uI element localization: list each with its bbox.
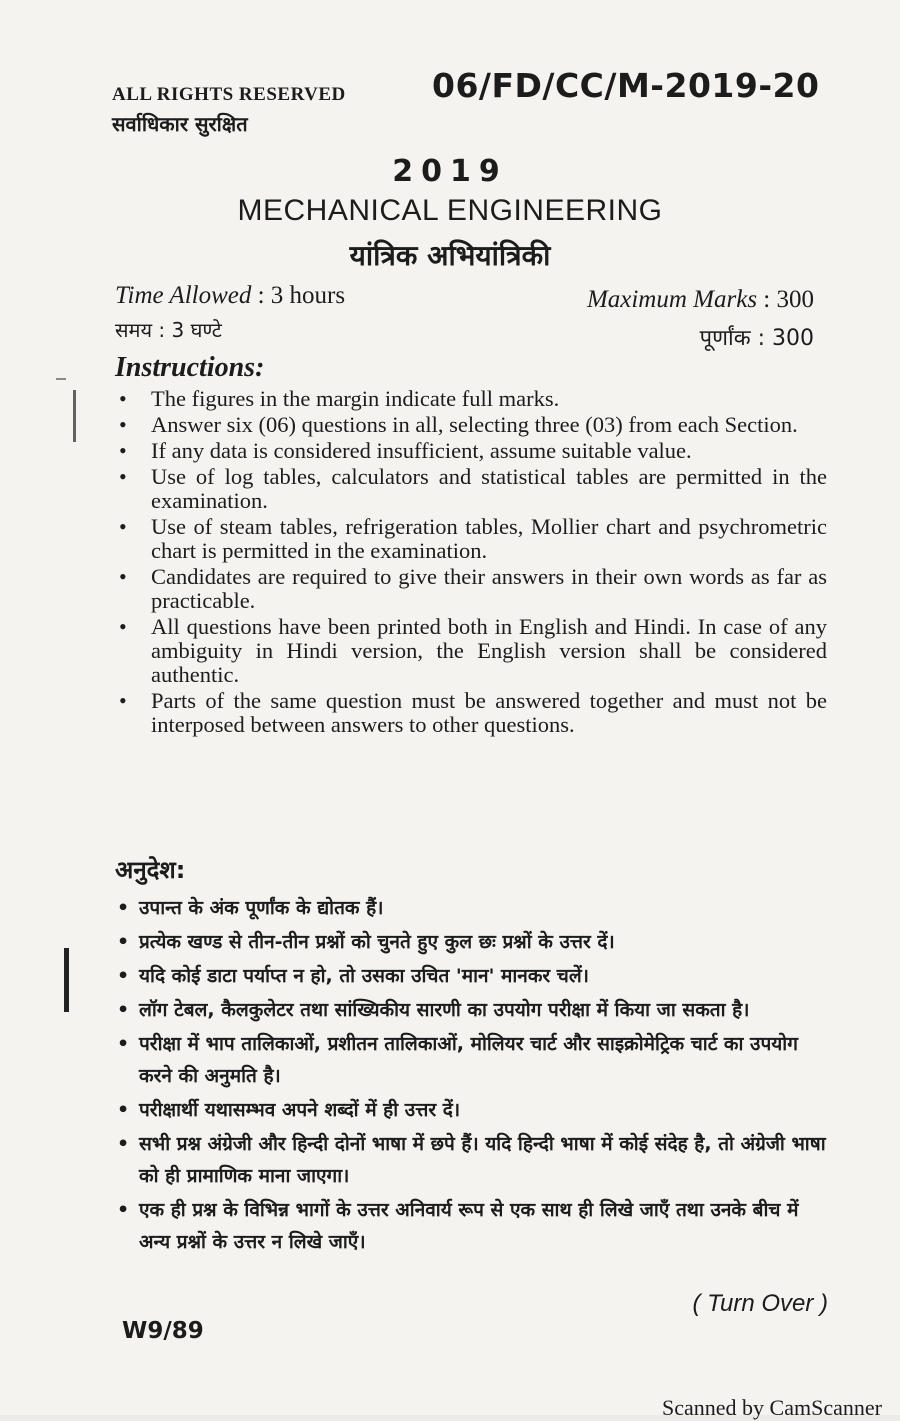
margin-mark xyxy=(64,948,69,1012)
margin-mark xyxy=(56,378,66,380)
hindi-instruction-item: • उपान्त के अंक पूर्णांक के द्योतक हैं। xyxy=(115,892,827,924)
time-allowed xyxy=(115,282,345,310)
maximum-marks-hi: पूर्णांक : 300 xyxy=(699,326,814,351)
instruction-item: • Use of steam tables, refrigeration tables, Mollier chart and psychrometric chart is permitted in the examination. xyxy=(115,515,827,563)
time-allowed-hi: समय : 3 घण्टे xyxy=(115,318,222,342)
maximum-marks xyxy=(587,286,814,314)
rights-reserved-en: ALL RIGHTS RESERVED xyxy=(112,84,346,105)
time-value: : 3 hours xyxy=(257,282,346,309)
instruction-item: • Answer six (06) questions in all, selecting three (03) from each Section. xyxy=(115,413,827,437)
hindi-instruction-item: • एक ही प्रश्न के विभिन्न भागों के उत्तर अनिवार्य रूप से एक साथ ही लिखे जाएँ तथा उनके बीच में अन्य प्रश्नों के उत्तर न लिखे जाएँ। xyxy=(115,1194,827,1258)
subject-title-en: MECHANICAL ENGINEERING xyxy=(237,194,663,227)
hindi-instruction-item: • यदि कोई डाटा पर्याप्त न हो, तो उसका उचित 'मान' मानकर चलें। xyxy=(115,960,827,992)
hindi-instructions-list xyxy=(115,892,827,1260)
instructions-list xyxy=(115,387,827,739)
time-label: Time Allowed xyxy=(115,282,252,309)
hindi-instructions-heading: अनुदेश: xyxy=(115,856,186,884)
page-code: W9/89 xyxy=(122,1318,204,1344)
instruction-item: • The figures in the margin indicate full marks. xyxy=(115,387,827,411)
turn-over-note: ( Turn Over ) xyxy=(692,1290,828,1317)
subject-title-hi: यांत्रिक अभियांत्रिकी xyxy=(349,239,551,272)
marks-label: Maximum Marks xyxy=(586,286,758,313)
scanner-watermark: Scanned by CamScanner xyxy=(662,1395,882,1420)
instruction-item: • Use of log tables, calculators and statistical tables are permitted in the examination. xyxy=(115,465,827,513)
hindi-instruction-item: • परीक्षा में भाप तालिकाओं, प्रशीतन तालिकाओं, मोलियर चार्ट और साइक्रोमेट्रिक चार्ट का उपयोग करने की अनुमति है। xyxy=(115,1028,827,1092)
exam-year: 2019 xyxy=(392,154,508,189)
instruction-item: • All questions have been printed both in English and Hindi. In case of any ambiguity in Hindi version, the English version shall be considered authentic. xyxy=(115,615,827,687)
instruction-item: • Candidates are required to give their answers in their own words as far as practicable. xyxy=(115,565,827,613)
hindi-instruction-item: • सभी प्रश्न अंग्रेजी और हिन्दी दोनों भाषा में छपे हैं। यदि हिन्दी भाषा में कोई संदेह है, तो अंग्रेजी भाषा को ही प्रामाणिक माना जाएगा। xyxy=(115,1128,827,1192)
instructions-heading: Instructions: xyxy=(115,352,265,383)
hindi-instruction-item: • प्रत्येक खण्ड से तीन-तीन प्रश्नों को चुनते हुए कुल छः प्रश्नों के उत्तर दें। xyxy=(115,926,827,958)
margin-mark xyxy=(73,390,76,442)
instruction-item: • Parts of the same question must be answered together and must not be interposed between answers to other questions. xyxy=(115,689,827,737)
instruction-item: • If any data is considered insufficient, assume suitable value. xyxy=(115,439,827,463)
hindi-instruction-item: • लॉग टेबल, कैलकुलेटर तथा सांख्यिकीय सारणी का उपयोग परीक्षा में किया जा सकता है। xyxy=(115,994,827,1026)
marks-value: : 300 xyxy=(763,286,814,313)
paper-code: 06/FD/CC/M-2019-20 xyxy=(432,66,820,105)
rights-reserved-hi: सर्वाधिकार सुरक्षित xyxy=(112,112,248,136)
hindi-instruction-item: • परीक्षार्थी यथासम्भव अपने शब्दों में ही उत्तर दें। xyxy=(115,1094,827,1126)
